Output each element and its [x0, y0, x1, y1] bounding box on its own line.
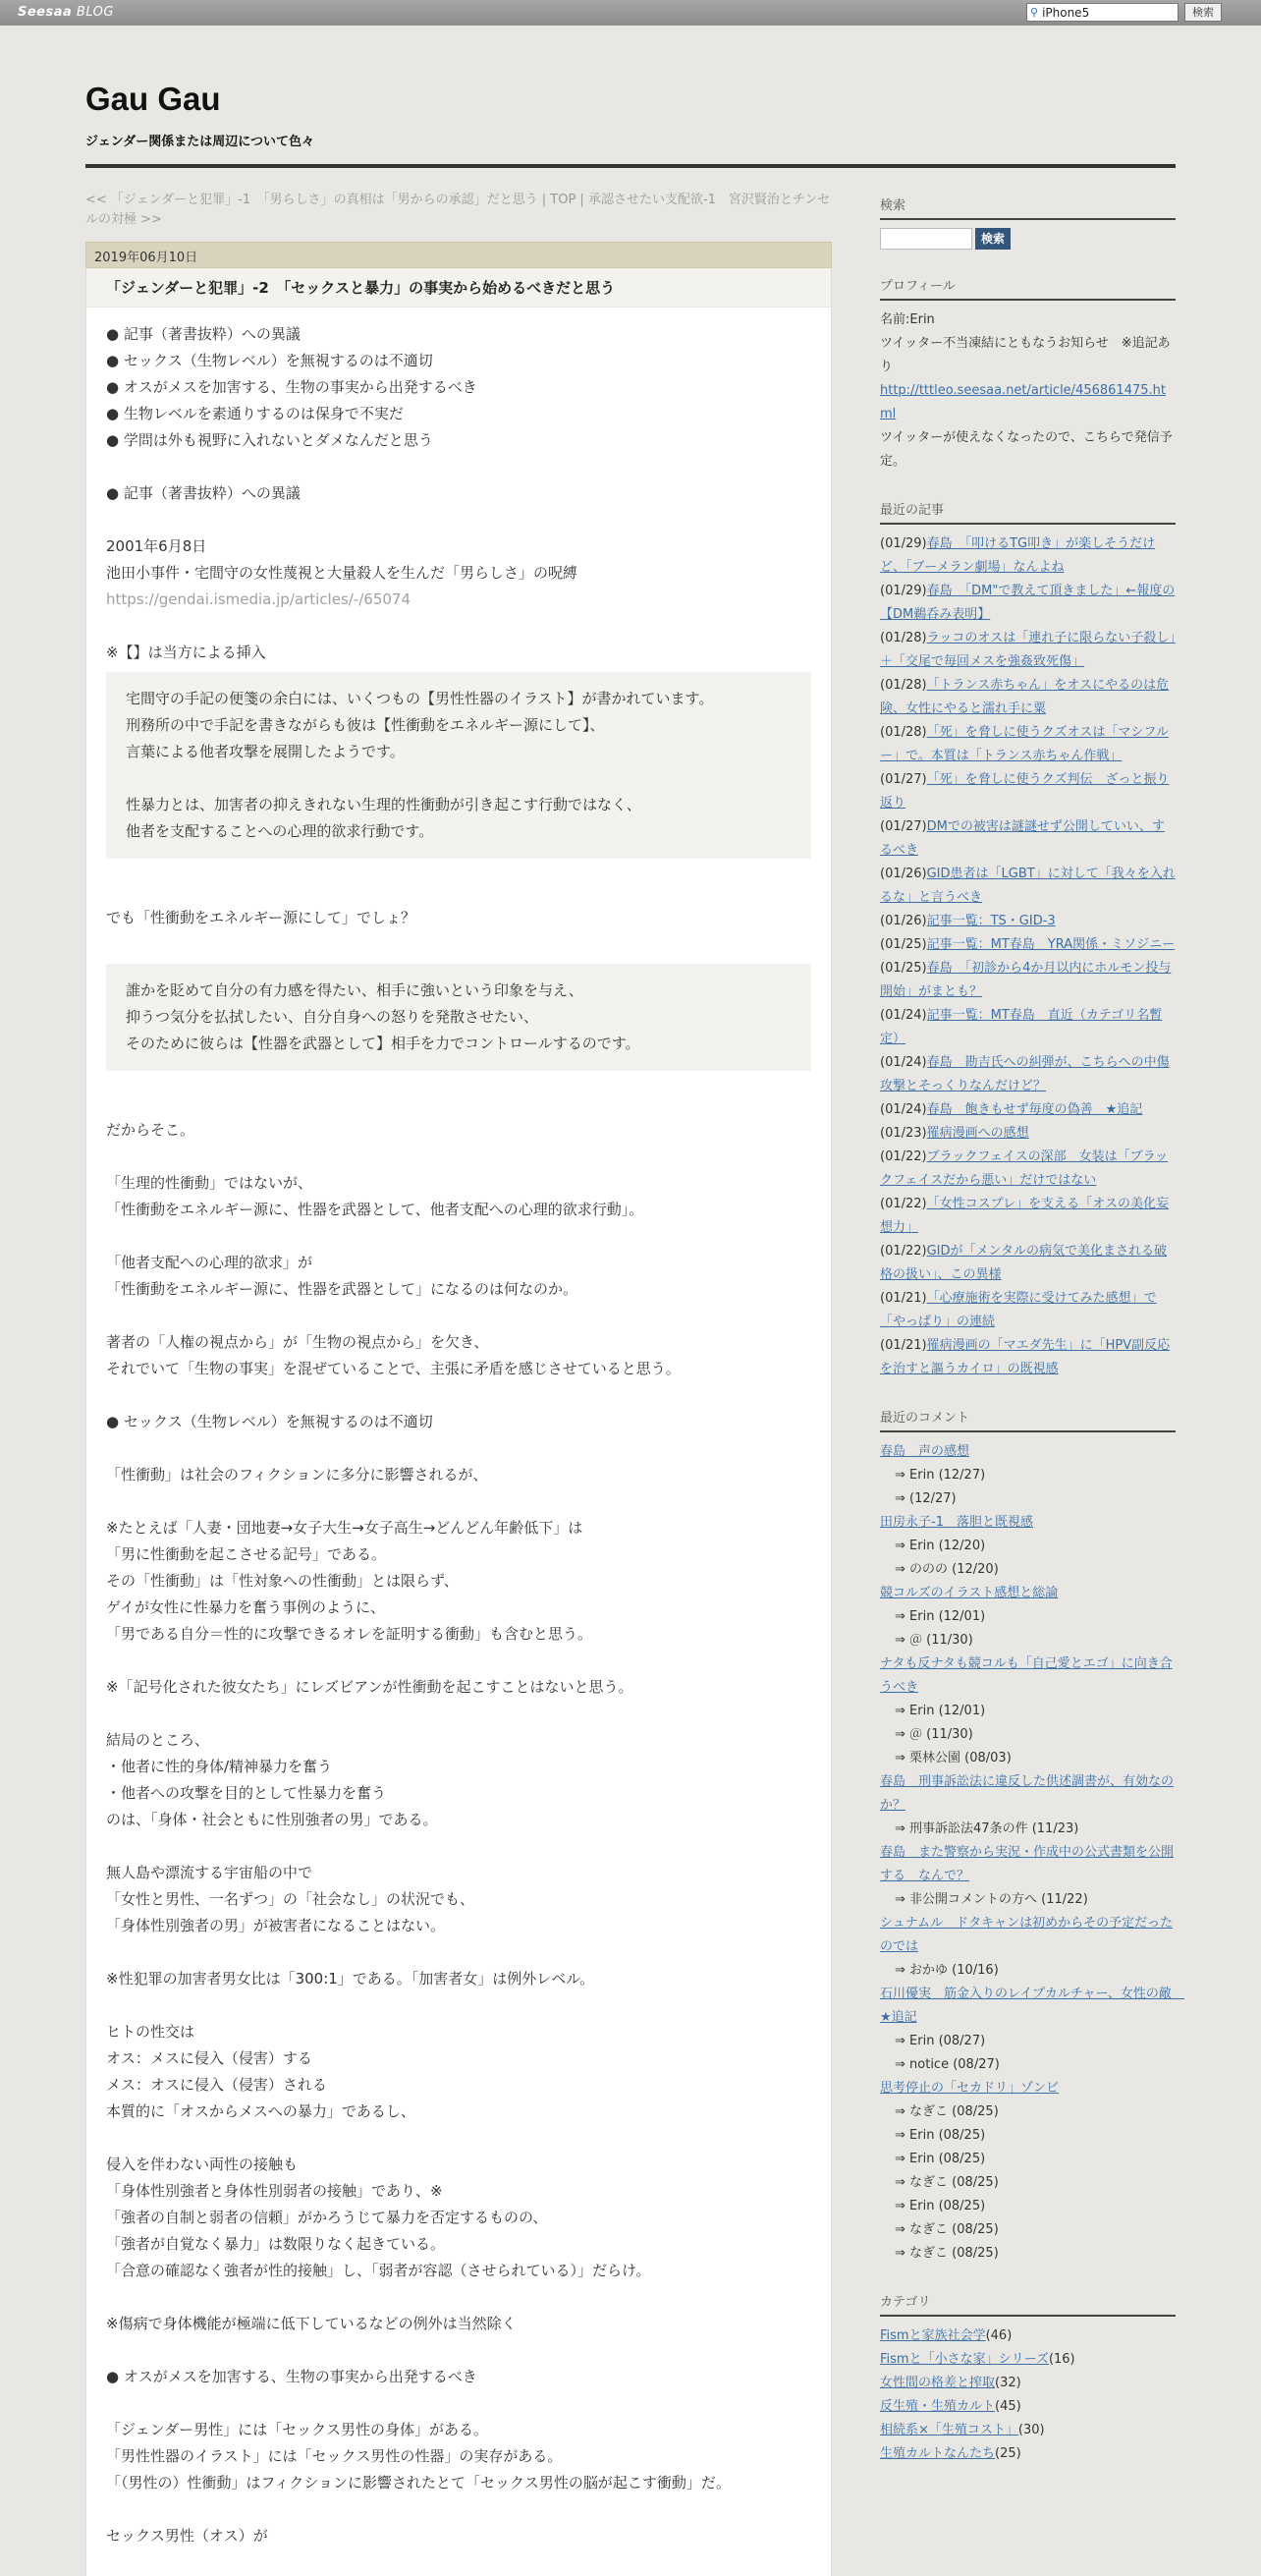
- recent-article-date: (01/22): [880, 1197, 927, 1211]
- comment-entry[interactable]: ⇒ (12/27): [895, 1491, 957, 1506]
- spacer: [106, 454, 811, 480]
- category-link[interactable]: Fismと家族社会学: [880, 2328, 986, 2343]
- paragraph-line: ● オスがメスを加害する、生物の事実から出発するべき: [106, 378, 477, 396]
- comment-entry[interactable]: ⇒ ＠ (11/30): [895, 1633, 973, 1648]
- spacer: [106, 1939, 811, 1966]
- comment-article: [880, 1652, 1176, 1700]
- comment-article: [880, 2077, 1176, 2100]
- paragraph-line: オス：メスに侵入（侵害）する: [106, 2049, 312, 2067]
- recent-article-item: [880, 1098, 1176, 1122]
- profile-section: [880, 275, 1176, 474]
- paragraph-line: ※「記号化された彼女たち」にレズビアンが性衝動を起こすことはないと思う。: [106, 1678, 633, 1696]
- category-count: (46): [985, 2328, 1013, 2343]
- comment-entry[interactable]: ⇒ Erin (12/01): [895, 1704, 986, 1718]
- site-title[interactable]: Gau Gau: [85, 81, 221, 117]
- paragraph-line: ● 学問は外も視野に入れないとダメなんだと思う: [106, 431, 433, 449]
- quote-line: [126, 765, 792, 792]
- recent-article-link[interactable]: 「女性コスプレ」を支える「オスの美化妄想力」: [880, 1197, 1169, 1235]
- spacer: [106, 2284, 811, 2311]
- top-search-button[interactable]: 検索: [1184, 3, 1222, 22]
- paragraph-line: 「合意の確認なく強者が性的接触」し、「弱者が容認（させられている）」だらけ。: [106, 2262, 651, 2279]
- recent-article-link[interactable]: 「心療施術を実際に受けてみた感想」で「やっぱり」の連続: [880, 1291, 1157, 1329]
- paragraph-line: メス：オスに侵入（侵害）される: [106, 2076, 327, 2094]
- recent-article-date: (01/21): [880, 1291, 927, 1306]
- recent-article-link[interactable]: DMでの被害は謎謎せず公開していい、するべき: [880, 819, 1165, 858]
- category-link[interactable]: 反生殖・生殖カルト: [880, 2399, 996, 2414]
- brand-name: Seesaa: [18, 5, 73, 20]
- paragraph-line: 「性衝動」は社会のフィクションに多分に影響されるが、: [106, 1466, 488, 1484]
- category-count: (30): [1017, 2423, 1045, 2437]
- recent-article-item: [880, 1004, 1176, 1051]
- spacer: [106, 613, 811, 640]
- recent-article-link[interactable]: 春島 「叩けるTG叩き」が楽しそうだけど、「ブーメラン劇場」なんよね: [880, 536, 1156, 575]
- category-item: [880, 2419, 1176, 2442]
- paragraph-line: 「男に性衝動を起こさせる記号」である。: [106, 1545, 387, 1563]
- quote-line: 言葉による他者攻撃を展開したようです。: [126, 743, 405, 760]
- spacer: [106, 1435, 811, 1462]
- quote-line: 性暴力とは、加害者の抑えきれない生理的性衝動が引き起こす行動ではなく、: [126, 796, 641, 813]
- spacer: [106, 1992, 811, 2019]
- paragraph-line: ● オスがメスを加害する、生物の事実から出発するべき: [106, 2368, 477, 2385]
- recent-article-item: [880, 933, 1176, 957]
- source-link[interactable]: https://gendai.ismedia.jp/articles/-/65074: [106, 590, 411, 608]
- paragraph-line: 「ジェンダー男性」には「セックス男性の身体」がある。: [106, 2421, 488, 2438]
- paragraph-line: 「強者が自覚なく暴力」は数限りなく起きている。: [106, 2235, 446, 2253]
- comment-article-link[interactable]: 石川優実 筋金入りのレイプカルチャー、女性の敵 ★追記: [880, 1987, 1184, 2025]
- comment-article-link[interactable]: 田房永子-1 落胆と既視感: [880, 1515, 1033, 1530]
- recent-article-link[interactable]: 罹病漫画の「マエダ先生」に「HPV副反応を治すと謳うカイロ」の既視感: [880, 1338, 1171, 1376]
- comment-article: [880, 1841, 1176, 1888]
- comment-entry[interactable]: ⇒ ＠ (11/30): [895, 1727, 973, 1742]
- recent-article-link[interactable]: ブラックフェイスの深部 女装は「ブラックフェイスだから悪い」だけではない: [880, 1149, 1169, 1188]
- paragraph-line: 本質的に「オスからメスへの暴力」であるし、: [106, 2102, 415, 2120]
- comment-entry[interactable]: ⇒ なぎこ (08/25): [895, 2246, 999, 2261]
- recent-article-date: (01/22): [880, 1244, 927, 1259]
- paragraph-line: 「男性性器のイラスト」には「セックス男性の性器」の実存がある。: [106, 2447, 563, 2465]
- paragraph-line: 「（男性の）性衝動」はフィクションに影響されたとて「セックス男性の脳が起こす衝動」だ。: [106, 2474, 731, 2492]
- paragraph-line: 「身体性別強者と身体性別弱者の接触」であり、※: [106, 2182, 443, 2200]
- recent-article-item: [880, 627, 1176, 674]
- prev-link[interactable]: << 「ジェンダーと犯罪」-1 「男らしさ」の真相は「男からの承認」だと思う: [85, 193, 538, 207]
- recent-article-item: [880, 1146, 1176, 1193]
- category-link[interactable]: Fismと「小さな家」シリーズ: [880, 2352, 1049, 2367]
- profile-note: ツイッター不当凍結にともなうお知らせ ※追記あり: [880, 336, 1171, 374]
- recent-article-item: [880, 1240, 1176, 1287]
- entry-date: 2019年06月10日: [85, 242, 832, 268]
- recent-article-date: (01/23): [880, 1126, 927, 1141]
- entry-title[interactable]: 「ジェンダーと犯罪」-2 「セックスと暴力」の事実から始めるべきだと思う: [86, 268, 831, 308]
- comment-entry[interactable]: ⇒ なぎこ (08/25): [895, 2104, 999, 2119]
- comment-entry[interactable]: ⇒ Erin (08/25): [895, 2128, 986, 2143]
- paragraph-line: のは、「身体・社会ともに性別強者の男」である。: [106, 1811, 438, 1828]
- comment-article: [880, 1582, 1176, 1605]
- recent-article-item: [880, 910, 1176, 933]
- category-item: [880, 2348, 1176, 2372]
- profile-title: プロフィール: [880, 275, 1176, 301]
- paragraph-line: ゲイが女性に性暴力を奮う事例のように、: [106, 1598, 385, 1616]
- comment-entry[interactable]: ⇒ なぎこ (08/25): [895, 2222, 999, 2237]
- recent-article-item: [880, 674, 1176, 721]
- recent-article-link[interactable]: 春島 勘吉氏への糾弾が、こちらへの中傷攻撃とそっくりなんだけど？: [880, 1055, 1170, 1093]
- seesaa-logo[interactable]: [18, 5, 114, 20]
- comment-entry[interactable]: ⇒ Erin (12/20): [895, 1539, 986, 1553]
- spacer: [106, 2549, 811, 2576]
- main-column: [85, 191, 832, 2576]
- paragraph-line: ※傷病で身体機能が極端に低下しているなどの例外は当然除く: [106, 2315, 517, 2332]
- recent-article-link[interactable]: 記事一覧：MT春島 YRA関係・ミソジニー: [926, 937, 1176, 952]
- recent-article-item: [880, 1287, 1176, 1334]
- comment-entry[interactable]: ⇒ 刑事訴訟法47条の件 (11/23): [895, 1821, 1079, 1836]
- comment-entry[interactable]: ⇒ Erin (08/27): [895, 2034, 986, 2048]
- category-link[interactable]: 生殖カルトなんたち: [880, 2446, 996, 2461]
- recent-article-date: (01/26): [880, 867, 927, 881]
- paragraph-line: でも「性衝動をエネルギー源にして」でしょ？: [106, 909, 416, 926]
- paragraph-line: 2001年6月8日: [106, 537, 207, 555]
- top-link[interactable]: TOP: [550, 193, 576, 207]
- spacer: [106, 2337, 811, 2364]
- spacer: [106, 1144, 811, 1170]
- pager-sep: |: [576, 193, 588, 207]
- recent-article-date: (01/24): [880, 1055, 927, 1070]
- recent-articles: [880, 499, 1176, 1381]
- comment-entry[interactable]: ⇒ Erin (12/01): [895, 1609, 986, 1624]
- paragraph-line: 池田小事件・宅間守の女性蔑視と大量殺人を生んだ「男らしさ」の呪縛: [106, 564, 578, 582]
- recent-article-link[interactable]: 記事一覧：MT春島 直近（カテゴリ名暫定）: [880, 1008, 1163, 1046]
- recent-article-link[interactable]: 「死」を脅しに使うクズオスは「マシフルー」で。本質は「トランス赤ちゃん作戦」: [880, 725, 1169, 763]
- next-link[interactable]: 承認させたい支配欲-1 宮沢賢治とチンセルの対極 >>: [85, 193, 831, 227]
- paragraph-line: 侵入を伴わない両性の接触も: [106, 2156, 299, 2173]
- recent-article-date: (01/21): [880, 1338, 927, 1353]
- spacer: [106, 1382, 811, 1409]
- recent-article-item: [880, 1122, 1176, 1146]
- recent-article-link[interactable]: ラッコのオスは「連れ子に限らない子殺し」＋「交尾で毎回メスを強姦致死傷」: [880, 631, 1176, 669]
- categories: [880, 2291, 1176, 2466]
- paragraph-line: ・他者への攻撃を目的として性暴力を奮う: [106, 1784, 387, 1802]
- paragraph-line: その「性衝動」は「性対象への性衝動」とは限らず、: [106, 1572, 459, 1590]
- category-count: (45): [995, 2399, 1021, 2414]
- recent-article-date: (01/27): [880, 819, 927, 834]
- spacer: [106, 931, 811, 958]
- profile-note2: ツイッターが使えなくなったので、こちらで発信予定。: [880, 430, 1173, 469]
- site-description: ジェンダー関係または周辺について色々: [85, 135, 314, 149]
- spacer: [106, 1488, 811, 1515]
- entry: [85, 268, 832, 2576]
- comment-article: [880, 1511, 1176, 1535]
- comment-article: [880, 1912, 1176, 1959]
- paragraph-line: 「女性と男性、一名ずつ」の「社会なし」の状況でも、: [106, 1890, 475, 1908]
- top-search-value: iPhone5: [1042, 5, 1090, 20]
- recent-article-date: (01/24): [880, 1102, 927, 1117]
- quote-line: 他者を支配することへの心理的欲求行動です。: [126, 822, 434, 840]
- category-item: [880, 2372, 1176, 2395]
- top-bar: [0, 0, 1261, 26]
- paragraph-line: 「強者の自制と弱者の信頼」がかろうじて暴力を否定するものの、: [106, 2209, 548, 2226]
- paragraph-line: ※【】は当方による挿入: [106, 644, 266, 661]
- recent-article-date: (01/28): [880, 725, 927, 740]
- profile-name: 名前:Erin: [880, 312, 935, 327]
- comment-entry[interactable]: ⇒ Erin (12/27): [895, 1468, 986, 1483]
- recent-article-item: [880, 768, 1176, 815]
- spacer: [106, 2390, 811, 2417]
- paragraph-line: 「性衝動をエネルギー源に、性器を武器として、他者支配への心理的欲求行動」。: [106, 1201, 644, 1218]
- comment-entry[interactable]: ⇒ ののの (12/20): [895, 1562, 999, 1577]
- paragraph-line: ● セックス（生物レベル）を無視するのは不適切: [106, 1413, 433, 1430]
- recent-article-link[interactable]: 罹病漫画への感想: [926, 1126, 1029, 1141]
- category-count: (32): [995, 2376, 1021, 2390]
- spacer: [106, 1223, 811, 1250]
- spacer: [106, 1091, 811, 1117]
- recent-comments-title: 最近のコメント: [880, 1407, 1176, 1432]
- site-header: [85, 26, 1176, 168]
- spacer: [106, 1701, 811, 1727]
- recent-article-date: (01/25): [880, 937, 927, 952]
- comment-entry[interactable]: ⇒ なぎこ (08/25): [895, 2175, 999, 2190]
- recent-article-item: [880, 1193, 1176, 1240]
- spacer: [106, 507, 811, 533]
- category-item: [880, 2395, 1176, 2419]
- blockquote: [106, 672, 811, 859]
- entry-pager: [85, 191, 832, 230]
- recent-article-link[interactable]: 春島 「初診から4か月以内にホルモン投与開始」がまとも？: [880, 961, 1172, 999]
- top-search-input[interactable]: [1026, 3, 1179, 22]
- quote-line: 宅間守の手記の便箋の余白には、いくつもの【男性性器のイラスト】が書かれています。: [126, 690, 714, 707]
- category-count: (16): [1048, 2352, 1075, 2367]
- category-item: [880, 2442, 1176, 2466]
- recent-article-link[interactable]: 記事一覧：TS・GID-3: [926, 914, 1056, 928]
- recent-article-item: [880, 721, 1176, 768]
- blockquote: [106, 964, 811, 1071]
- recent-article-link[interactable]: 「死」を脅しに使うクズ判伝 ざっと振り返り: [880, 772, 1170, 811]
- category-count: (25): [995, 2446, 1021, 2461]
- paragraph-line: ● 記事（著書抜粋）への異議: [106, 484, 301, 502]
- sidebar-search-title: 検索: [880, 195, 1176, 220]
- paragraph-line: 無人島や漂流する宇宙船の中で: [106, 1864, 313, 1881]
- comment-entry[interactable]: ⇒ notice (08/27): [895, 2057, 1000, 2072]
- paragraph-line: ● セックス（生物レベル）を無視するのは不適切: [106, 352, 433, 369]
- search-icon: ⚲: [1030, 6, 1039, 19]
- paragraph-line: ※たとえば「人妻・団地妻→女子大生→女子高生→どんどん年齢低下」は: [106, 1519, 583, 1537]
- comment-article: [880, 1770, 1176, 1818]
- entry-body: [86, 308, 831, 2576]
- recent-article-date: (01/28): [880, 631, 927, 645]
- sidebar-search: [880, 195, 1176, 250]
- recent-article-date: (01/22): [880, 1149, 927, 1164]
- paragraph-line: 「性衝動をエネルギー源に、性器を武器として」になるのは何なのか。: [106, 1280, 578, 1298]
- spacer: [106, 2496, 811, 2523]
- recent-article-date: (01/29): [880, 584, 927, 598]
- category-link[interactable]: 相続系×「生殖コスト」: [880, 2423, 1018, 2437]
- comment-entry[interactable]: ⇒ Erin (08/25): [895, 2199, 986, 2213]
- recent-article-item: [880, 863, 1176, 910]
- comment-article: [880, 1983, 1184, 2030]
- paragraph-line: だからそこ。: [106, 1121, 195, 1139]
- recent-article-link[interactable]: GID患者は「LGBT」に対して「我々を入れるな」と言うべき: [880, 867, 1176, 905]
- comment-article-link[interactable]: ナタも反ナタも競コルも「自己愛とエゴ」に向き合うべき: [880, 1656, 1173, 1695]
- comment-article-link[interactable]: 春島 また警察から実況・作成中の公式書類を公開する なんで？: [880, 1845, 1175, 1883]
- paragraph-line: 「生理的性衝動」ではないが、: [106, 1174, 313, 1192]
- recent-comments: [880, 1407, 1184, 2266]
- recent-article-date: (01/28): [880, 678, 927, 693]
- recent-article-link[interactable]: 春島 「DM"で教えて頂きました」←報度の【DM鵜呑み表明】: [880, 584, 1176, 622]
- paragraph-line: 「男である自分＝性的に攻撃できるオレを証明する衝動」も含むと思う。: [106, 1625, 593, 1643]
- comment-article-link[interactable]: 春島 声の感想: [880, 1444, 970, 1459]
- comment-entry[interactable]: ⇒ 栗林公園 (08/03): [895, 1751, 1012, 1765]
- quote-line: 刑務所の中で手記を書きながらも彼は【性衝動をエネルギー源にして】、: [126, 716, 605, 734]
- recent-article-item: [880, 957, 1176, 1004]
- profile-link[interactable]: http://tttleo.seesaa.net/article/456861475.html: [880, 383, 1166, 421]
- sidebar-search-input[interactable]: [880, 228, 972, 250]
- recent-article-item: [880, 532, 1176, 580]
- comment-entry[interactable]: ⇒ おかゆ (10/16): [895, 1963, 999, 1978]
- spacer: [106, 1833, 811, 1860]
- recent-article-date: (01/25): [880, 961, 927, 976]
- comment-article: [880, 1440, 1176, 1464]
- comment-entry[interactable]: ⇒ 非公開コメントの方へ (11/22): [895, 1892, 1088, 1907]
- pager-sep: |: [537, 193, 551, 207]
- recent-article-item: [880, 1334, 1176, 1381]
- sidebar-search-button[interactable]: 検索: [975, 228, 1011, 250]
- categories-title: カテゴリ: [880, 2291, 1176, 2317]
- comment-article-link[interactable]: 春島 刑事訴訟法に違反した供述調書が、有効なのか？: [880, 1774, 1175, 1813]
- recent-article-link[interactable]: GIDが「メンタルの病気で美化まされる破格の扱い」、この異様: [880, 1244, 1168, 1282]
- recent-article-link[interactable]: 春島 飽きもせず毎度の偽善 ★追記: [926, 1102, 1143, 1117]
- paragraph-line: 「身体性別強者の男」が被害者になることはない。: [106, 1917, 446, 1934]
- comment-article-link[interactable]: 競コルズのイラスト感想と総論: [880, 1586, 1059, 1600]
- spacer: [106, 878, 811, 905]
- paragraph-line: それでいて「生物の事実」を混ぜていることで、主張に矛盾を感じさせていると思う。: [106, 1360, 681, 1377]
- paragraph-line: ● 生物レベルを素通りするのは保身で不実だ: [106, 405, 404, 422]
- quote-line: そのために彼らは【性器を武器として】相手を力でコントロールするのです。: [126, 1035, 640, 1052]
- recent-articles-title: 最近の記事: [880, 499, 1176, 525]
- paragraph-line: 結局のところ、: [106, 1731, 210, 1749]
- paragraph-line: 「他者支配への心理的欲求」が: [106, 1254, 313, 1271]
- recent-article-item: [880, 580, 1176, 627]
- quote-line: 誰かを貶めて自分の有力感を得たい、相手に強いという印象を与え、: [126, 981, 583, 999]
- paragraph-line: ● 記事（著書抜粋）への異議: [106, 325, 301, 343]
- spacer: [106, 2125, 811, 2152]
- page-wrapper: [85, 26, 1184, 2545]
- category-item: [880, 2324, 1176, 2348]
- spacer: [106, 1303, 811, 1329]
- paragraph-line: 著者の「人権の視点から」が「生物の視点から」を欠き、: [106, 1333, 489, 1351]
- paragraph-line: ・他者に性的身体/精神暴力を奮う: [106, 1758, 333, 1775]
- recent-article-item: [880, 815, 1176, 863]
- recent-article-item: [880, 1051, 1176, 1098]
- paragraph-line: セックス男性（オス）が: [106, 2527, 268, 2545]
- comment-entry[interactable]: ⇒ Erin (08/25): [895, 2152, 986, 2166]
- recent-article-date: (01/29): [880, 536, 927, 551]
- top-search: [1026, 3, 1222, 22]
- recent-article-date: (01/26): [880, 914, 927, 928]
- recent-article-link[interactable]: 「トランス赤ちゃん」をオスにやるのは危険、女性にやると濡れ手に粟: [880, 678, 1170, 716]
- brand-blog: BLOG: [72, 5, 114, 20]
- spacer: [106, 1648, 811, 1674]
- paragraph-line: ヒトの性交は: [106, 2023, 195, 2041]
- paragraph-line: ※性犯罪の加害者男女比は「300:1」である。「加害者女」は例外レベル。: [106, 1970, 595, 1988]
- category-link[interactable]: 女性間の格差と搾取: [880, 2376, 996, 2390]
- comment-article-link[interactable]: シュナムル ドタキャンは初めからその予定だったのでは: [880, 1916, 1174, 1954]
- sidebar: [880, 195, 1184, 2492]
- comment-article-link[interactable]: 思考停止の「セカドリ」ゾンビ: [880, 2081, 1060, 2096]
- recent-article-date: (01/24): [880, 1008, 927, 1023]
- quote-line: 抑うつ気分を払拭したい、自分自身への怒りを発散させたい、: [126, 1008, 539, 1026]
- recent-article-date: (01/27): [880, 772, 927, 787]
